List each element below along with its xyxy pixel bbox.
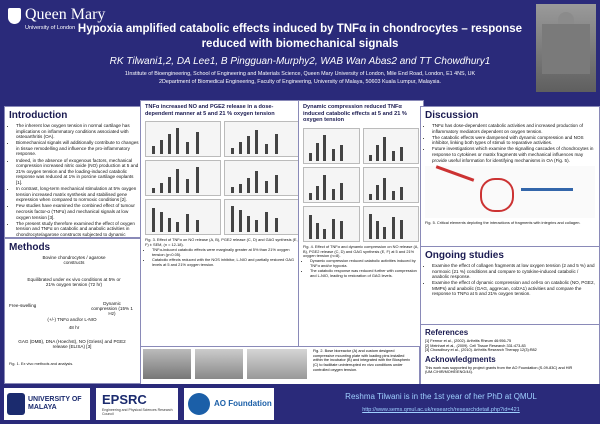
ongoing-list: [425, 263, 595, 297]
fig1-caption: Fig. 1. Ex vivo methods and analysis.: [9, 361, 74, 366]
introduction-panel: [4, 106, 144, 238]
um-logo: UNIVERSITY OF MALAYA: [4, 388, 90, 420]
fig3-caption: Fig. 3. Effect of TNFα on NO release (A, B), PGE2 release (C, D) and GAG synthesis (E, F) ± SEM, (n = 12-18).: [145, 237, 298, 247]
list-item: • The inherent low oxygen tension in normal cartilage has implications on inflammatory conditions associated with osteoarthritis (OA).: [16, 123, 139, 140]
graph-d: [224, 160, 300, 196]
list-item: • Few studies have examined the combined effect of tumour necrosis factor-α (TNFα) and mechanical signals at low oxygen tension [3].: [16, 203, 139, 220]
fig3-notes: [145, 248, 299, 268]
list-item: • The catabolic effects were dampened with dynamic compression and NOS inhibitor, linking both types of stimuli to reparative activities.: [432, 135, 595, 146]
graph-c: [145, 160, 221, 196]
fig2-panel: [140, 346, 420, 386]
ack-text: This work was supported by project grants from the AO Foundation (S-09-83C) and HIR (UM.C/HIR/MOHE/ENG/44).: [425, 365, 573, 375]
fig4-caption: Fig. 4. Effect of TNFα and dynamic compression on NO release (A, B), PGE2 release (C, D) and GAG synthesis (E, F) at 5 and 21% oxygen tension (n=8).: [303, 243, 419, 259]
ongoing-panel: [420, 246, 600, 326]
methods-panel: [4, 238, 144, 384]
graph-f: [363, 206, 420, 242]
authors: RK Tilwani1,2, DA Lee1, B Pingguan-Murphy2, WAB Wan Abas2 and TT Chowdhury1: [109, 56, 491, 67]
fig4-panel: [298, 100, 424, 350]
affiliations: [40, 71, 560, 86]
flow-node: (+/-) TNFα and/or L-NIO: [47, 317, 97, 322]
bioreactor-photo: [143, 349, 191, 379]
flow-node: Free-swelling: [9, 303, 37, 308]
graph-c: [303, 167, 360, 203]
list-item: • Catabolic effects reduced with the NOS inhibitor, L-NIO and partially restored GAG levels at 5 and 21% oxygen tension.: [152, 258, 299, 268]
list-item: • The present study therefore examined the effect of oxygen tension and TNFα on catabolic and anabolic activities in chondrocyte/agarose constructs subjected to dynamic: [16, 221, 139, 243]
fig4-title: Dynamic compression reduced TNFα induced catabolic effects at 5 and 21 % oxygen tension: [303, 104, 407, 124]
um-crest-icon: [7, 393, 25, 415]
introduction-title: Introduction: [9, 110, 68, 121]
graph-b: [224, 121, 300, 157]
references-panel: [420, 324, 600, 386]
ongoing-title: Ongoing studies: [425, 250, 504, 261]
graph-a: [303, 128, 360, 164]
discussion-title: Discussion: [425, 110, 479, 121]
footer-url-link[interactable]: http://www.sems.qmul.ac.uk/research/researchdetail.php?id=421: [362, 407, 520, 413]
graph-a: [145, 121, 221, 157]
fig2-caption: Fig. 2. Bose bioreactor (A) and custom designed compressive mounting plate with loading pins installed within the incubator (B) and integrated with the Biospherix (C) to facilitate uninterrupted ex vivo conditions under controlled oxygen tension.: [313, 349, 411, 372]
flow-node: Bovine chondrocytes / agarose constructs: [42, 255, 106, 265]
graph-d: [363, 167, 420, 203]
fig4-notes: [303, 259, 419, 279]
flow-node: 48 hr: [68, 325, 80, 330]
list-item: • Examine the effect of collagen fragments at low oxygen tension (2 and 5 %) and normoxic (21 %) conditions and compare to cytokine-induced catabolic / anabolic response.: [432, 263, 595, 280]
crest-icon: [8, 8, 21, 24]
introduction-list: [9, 123, 139, 243]
ao-circle-icon: [188, 393, 210, 415]
list-item: • Biomechanical signals will additionally contribute to changes in tissue remodelling and influence the pro-inflammatory response.: [16, 140, 139, 157]
fig3-graphs: [145, 121, 299, 235]
affiliation-2: 2Department of Biomedical Engineering, Faculty of Engineering, University of Malaya, 50603 Kuala Lumpur, Malaysia.: [159, 78, 441, 85]
affiliation-1: 1Institute of Bioengineering, School of Engineering and Materials Science, Queen Mary University of London, Mile End Road, London, E1 4NS, UK: [124, 71, 476, 77]
graph-b: [363, 128, 420, 164]
logo-name: Queen Mary: [25, 6, 106, 23]
mounting-plate-photo: [195, 349, 243, 379]
footer-note: Reshma Tilwani is in the 1st year of her PhD at QMUL: [345, 392, 537, 401]
fig3-panel: [140, 100, 304, 350]
graph-f: [224, 199, 300, 235]
list-item: [3] Chowdhury et al., (2010). Arthritis Research Therapy 12(3):R82: [425, 348, 537, 353]
methods-title: Methods: [9, 242, 51, 253]
methods-flowchart: [9, 255, 139, 359]
poster-title: Hypoxia amplified catabolic effects induced by TNFα in chondrocytes – response reduced with biomechanical signals: [77, 23, 523, 50]
discussion-list: [425, 123, 595, 163]
list-item: [1] Fermor et al., (2002). Arthritis Rheum 46:956-75: [425, 339, 512, 343]
footer: [0, 384, 600, 424]
flow-node: GAG (DMB), DNA (Hoechst), NO (Griess) and PGE2 release (ELISA) [3]: [18, 339, 126, 349]
list-item: • Future investigations which examine the signalling cascades of chondrocytes in response to cytokines or matrix fragments with mechanical influences may provide useful information for identifying mechanisms in OA (Fig. 5).: [432, 146, 595, 163]
list-item: • The catabolic response was reduced further with compression and L-NIO, leading to restoration of GAG levels.: [310, 269, 419, 279]
fig5-caption: Fig. 5. Critical elements depicting the interactions of fragments with integrins and collagen.: [425, 220, 581, 226]
graph-e: [145, 199, 221, 235]
graph-e: [303, 206, 360, 242]
ack-title: Acknowledgments: [425, 354, 496, 364]
ao-foundation-logo: AO Foundation: [184, 388, 274, 420]
discussion-panel: [420, 106, 600, 248]
flow-node: Equilibrated under ex vivo conditions at 5% or 21% oxygen tension (72 hr): [27, 277, 121, 287]
references-title: References: [425, 328, 469, 337]
logo-sub: University of London: [25, 25, 76, 31]
list-item: • TNFα has dose-dependent catabolic activities and increased production of inflammatory mediators dependent on oxygen tension.: [432, 123, 595, 134]
flow-node: Dynamic compression (15% 1 Hz): [91, 301, 133, 316]
list-item: • Indeed, in the absence of exogenous factors, mechanical compression increased nitric oxide (NO) production at 5 and 21% oxygen tension and the loading-induced catabolic response was reduced at 1% in porcine cartilage explants [1].: [16, 158, 139, 186]
list-item: • Examine the effect of dynamic compression and cell-to on catabolic (NO, PGE2, MMPs) and anabolic (GAG, aggrecan, col2A1) activities and compare the response to TNFα at 5 and 21% oxygen tension.: [432, 280, 595, 297]
list-item: • Dynamic compression reduced catabolic activities induced by TNFα and/or hypoxia.: [310, 259, 419, 269]
fig3-title: TNFα increased NO and PGE2 release in a dose-dependent manner at 5 and 21 % oxygen tension: [145, 104, 275, 117]
list-item: [2] Meinhart et al., (2009). Cell Tissue Research 331:473-83: [425, 343, 526, 348]
list-item: • TNFα-induced catabolic effects were marginally greater at 5% than 21% oxygen tension (p<0.05).: [152, 248, 299, 258]
building-photo: [536, 4, 596, 92]
fig4-graphs: [303, 128, 419, 242]
list-item: • In contrast, long-term mechanical stimulation at 5% oxygen tension increased matrix synthesis and stabilised gene expression when compared to normoxic conditions [2].: [16, 186, 139, 203]
fig5-diagram: [425, 166, 595, 218]
incubator-photo: [247, 349, 307, 379]
reference-list: [425, 339, 595, 353]
epsrc-logo: EPSRC Engineering and Physical Sciences Research Council: [96, 388, 178, 420]
